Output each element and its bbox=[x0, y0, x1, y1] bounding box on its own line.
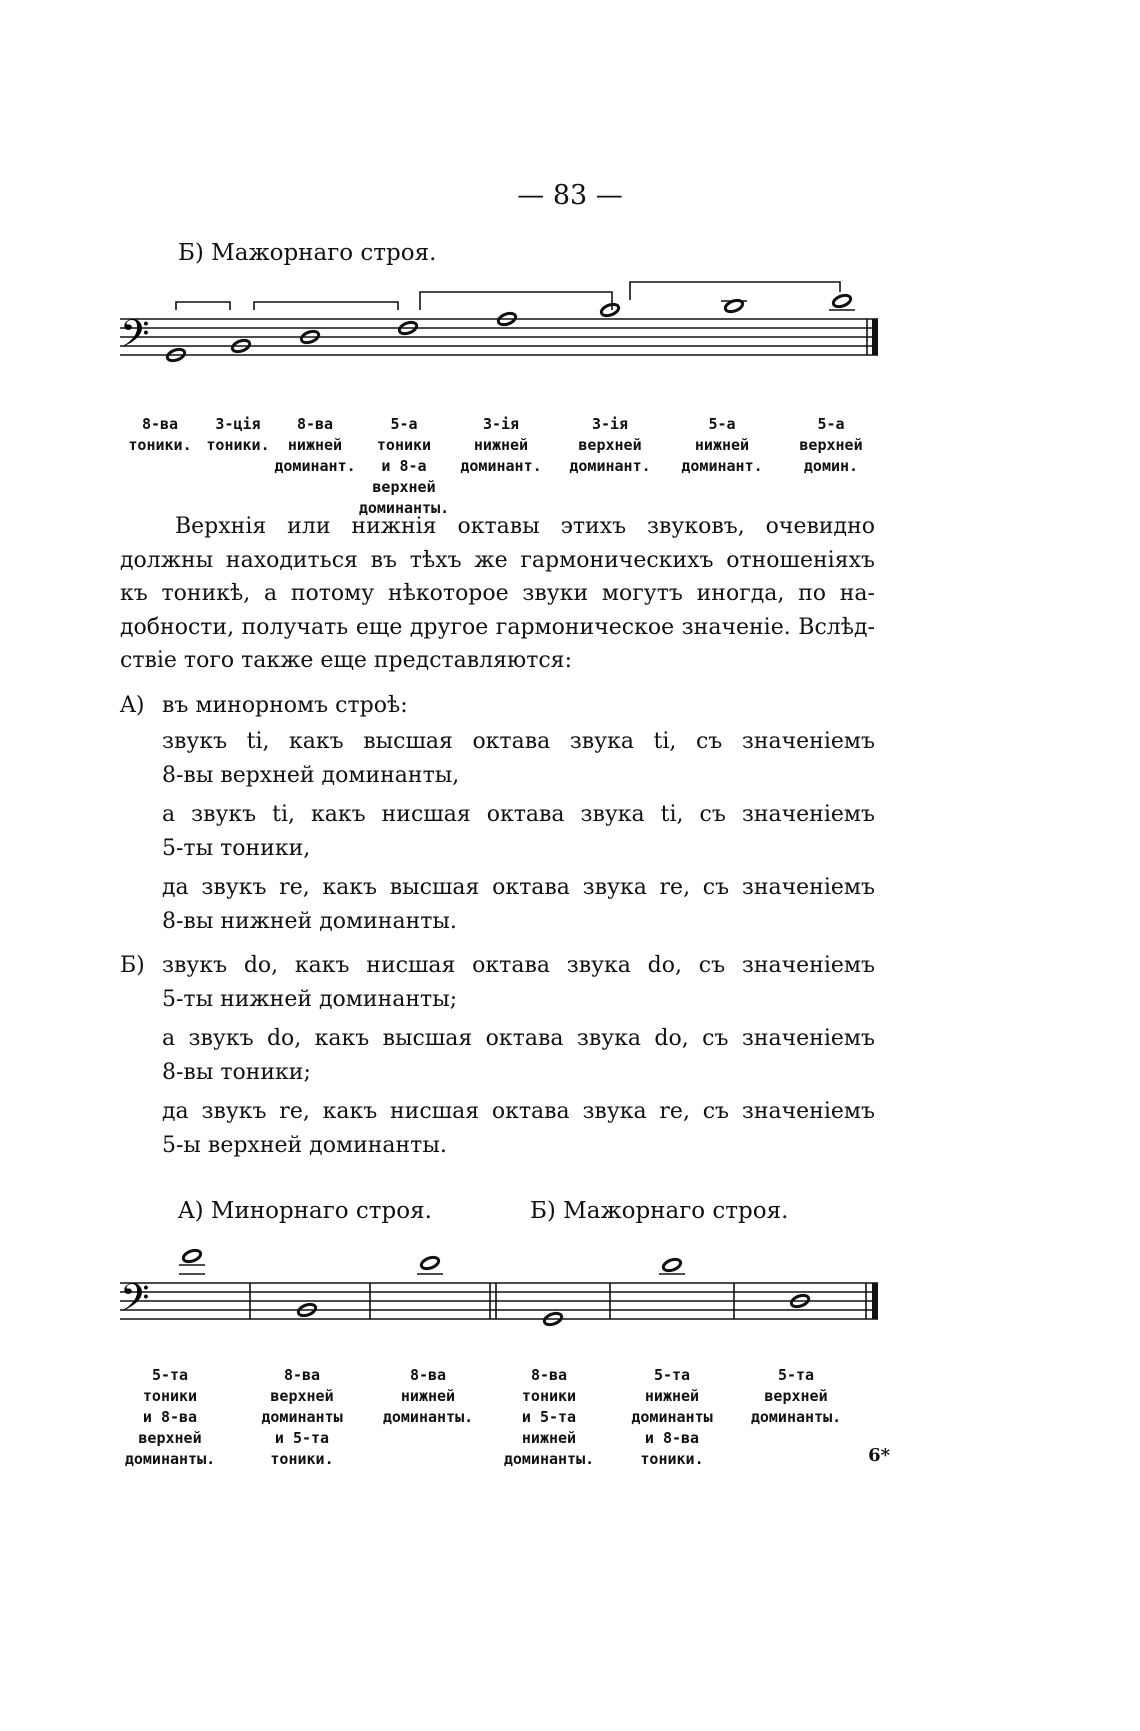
para-line: Верхнія или нижнія октавы этихъ звуковъ, очевидно bbox=[175, 514, 875, 539]
label-1: 8-ва тоники. bbox=[128, 415, 192, 454]
list-a-item-1: звукъ ti, какъ высшая октава звука ti, съ значеніемъ bbox=[162, 729, 875, 754]
label2-2: 8-ва верхней доминанты и 5-та тоники. bbox=[261, 1366, 343, 1468]
list-a-item-3-cont: 8-вы нижней доминанты. bbox=[162, 909, 457, 934]
label-8: 5-а верхней домин. bbox=[799, 415, 863, 475]
note-5 bbox=[662, 1257, 682, 1273]
section1-heading: Б) Мажорнаго строя. bbox=[178, 240, 437, 266]
list-b-item-2: а звукъ do, какъ высшая октава звука do, съ значеніемъ bbox=[162, 1026, 875, 1051]
section2-heading-major: Б) Мажорнаго строя. bbox=[530, 1198, 789, 1224]
label-2: 3-ція тоники. bbox=[206, 415, 270, 454]
note-6 bbox=[600, 302, 620, 318]
label2-1: 5-та тоники и 8-ва верхней доминанты. bbox=[124, 1366, 216, 1468]
list-a-item-1-cont: 8-вы верхней доминанты, bbox=[162, 763, 460, 788]
label-4: 5-а тоники и 8-а верхней доминанты. bbox=[358, 415, 450, 517]
list-a-marker: A) bbox=[120, 693, 145, 718]
note-1 bbox=[182, 1248, 202, 1264]
bass-clef-icon: 𝄢 bbox=[120, 1275, 150, 1329]
list-b-item-2-cont: 8-вы тоники; bbox=[162, 1060, 311, 1085]
list-a-item-2: а звукъ ti, какъ нисшая октава звука ti, съ значеніемъ bbox=[162, 802, 875, 827]
label-5: 3-iя нижней доминант. bbox=[460, 415, 542, 475]
bass-clef-icon: 𝄢 bbox=[120, 311, 150, 365]
list-a-item-3: да звукъ re, какъ высшая октава звука re, съ значеніемъ bbox=[162, 875, 875, 900]
para-line: ствіе того также еще представляются: bbox=[120, 648, 572, 673]
list-a-intro: въ минорномъ строѣ: bbox=[162, 693, 408, 718]
page-number: — 83 — bbox=[517, 180, 623, 211]
para-line: должны находиться въ тѣхъ же гармоническихъ отношеніяхъ bbox=[120, 547, 875, 573]
main-paragraph bbox=[120, 510, 875, 678]
list-b-item-1: звукъ do, какъ нисшая октава звука do, съ значеніемъ bbox=[162, 953, 875, 978]
list-a-item-2-cont: 5-ты тоники, bbox=[162, 836, 311, 861]
section2-heading-minor: A) Минорнаго строя. bbox=[178, 1198, 432, 1224]
list-b-item-1-cont: 5-ты нижней доминанты; bbox=[162, 987, 458, 1012]
staff-major bbox=[120, 270, 880, 375]
label2-5: 5-та нижней доминанты и 8-ва тоники. bbox=[631, 1366, 713, 1468]
para-line: къ тоникѣ, а потому нѣкоторое звуки могутъ иногда, по на- bbox=[120, 581, 875, 606]
note-3 bbox=[420, 1255, 440, 1271]
label-3: 8-ва нижней доминант. bbox=[274, 415, 356, 475]
label-6: 3-iя верхней доминант. bbox=[569, 415, 651, 475]
note-8 bbox=[832, 293, 852, 309]
list-b-marker: Б) bbox=[120, 953, 145, 978]
list-b-item-3: да звукъ re, какъ нисшая октава звука re, съ значеніемъ bbox=[162, 1099, 875, 1124]
label2-3: 8-ва нижней доминанты. bbox=[382, 1366, 474, 1426]
label2-4: 8-ва тоники и 5-та нижней доминанты. bbox=[503, 1366, 595, 1468]
signature-mark: 6* bbox=[868, 1445, 890, 1466]
para-line: добности, получать еще другое гармоническое значеніе. Вслѣд- bbox=[120, 614, 875, 640]
label-7: 5-а нижней доминант. bbox=[681, 415, 763, 475]
label2-6: 5-та верхней доминанты. bbox=[750, 1366, 842, 1426]
list-b-item-3-cont: 5-ы верхней доминанты. bbox=[162, 1133, 447, 1158]
